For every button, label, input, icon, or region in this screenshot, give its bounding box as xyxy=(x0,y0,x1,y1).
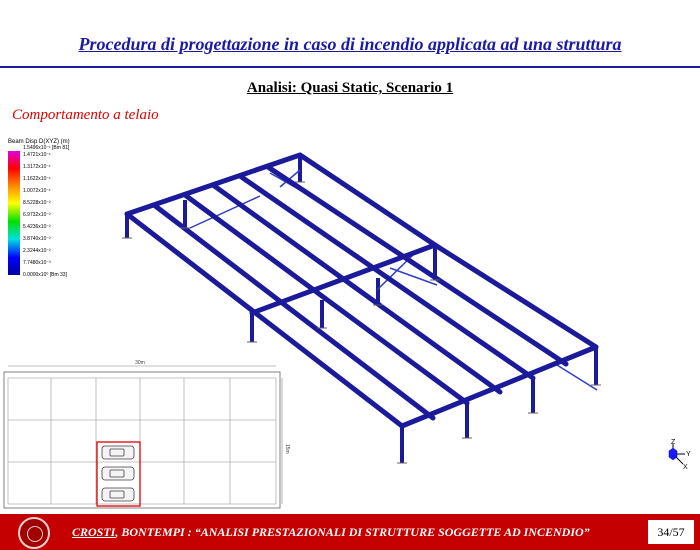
plan-depth-dimension: 15m xyxy=(284,444,290,454)
legend-label: 5.4236x10⁻² xyxy=(23,224,51,230)
legend-label: 1.0072x10⁻¹ xyxy=(23,188,51,194)
axis-triad-icon xyxy=(665,438,695,472)
title-divider xyxy=(0,66,700,68)
legend-label: 1.5496x10⁻¹ [Bm 81] xyxy=(23,145,70,151)
legend-label: 1.1622x10⁻¹ xyxy=(23,176,51,182)
legend-title: Beam Disp D(XYZ) (m) xyxy=(8,139,70,145)
footer-title: , BONTEMPI : “ANALISI PRESTAZIONALI DI STRUTTURE SOGGETTE AD INCENDIO” xyxy=(115,525,590,539)
slide-subtitle: Analisi: Quasi Static, Scenario 1 xyxy=(246,80,454,96)
section-heading: Comportamento a telaio xyxy=(12,107,159,123)
plan-width-dimension: 30m xyxy=(135,360,145,366)
floor-plan xyxy=(4,360,290,508)
legend-label: 8.5228x10⁻² xyxy=(23,200,51,206)
frame-structure-view xyxy=(0,130,700,514)
footer-bar xyxy=(0,514,700,550)
slide-title: Procedura di progettazione in caso di incendio applicata ad una struttura xyxy=(78,34,622,54)
page-number-box xyxy=(648,520,694,544)
university-seal-logo xyxy=(18,517,50,549)
page-number: 34/57 xyxy=(657,525,685,539)
legend-label: 3.8740x10⁻² xyxy=(23,236,51,242)
legend-label: 1.3172x10⁻¹ xyxy=(23,164,51,170)
legend-label: 1.4721x10⁻¹ xyxy=(23,152,51,158)
legend-label: 0.0000x10⁰ [Bm 33] xyxy=(23,272,67,278)
footer-citation xyxy=(72,525,590,540)
axis-y-label: Y xyxy=(686,451,691,458)
legend-label: 2.3244x10⁻² xyxy=(23,248,51,254)
legend-label: 7.7480x10⁻³ xyxy=(23,260,51,266)
legend-label: 6.9732x10⁻² xyxy=(23,212,51,218)
axis-z-label: Z xyxy=(671,439,676,446)
footer-author: CROSTI xyxy=(72,525,116,539)
parked-cars xyxy=(102,446,134,501)
axis-x-label: X xyxy=(683,464,688,471)
